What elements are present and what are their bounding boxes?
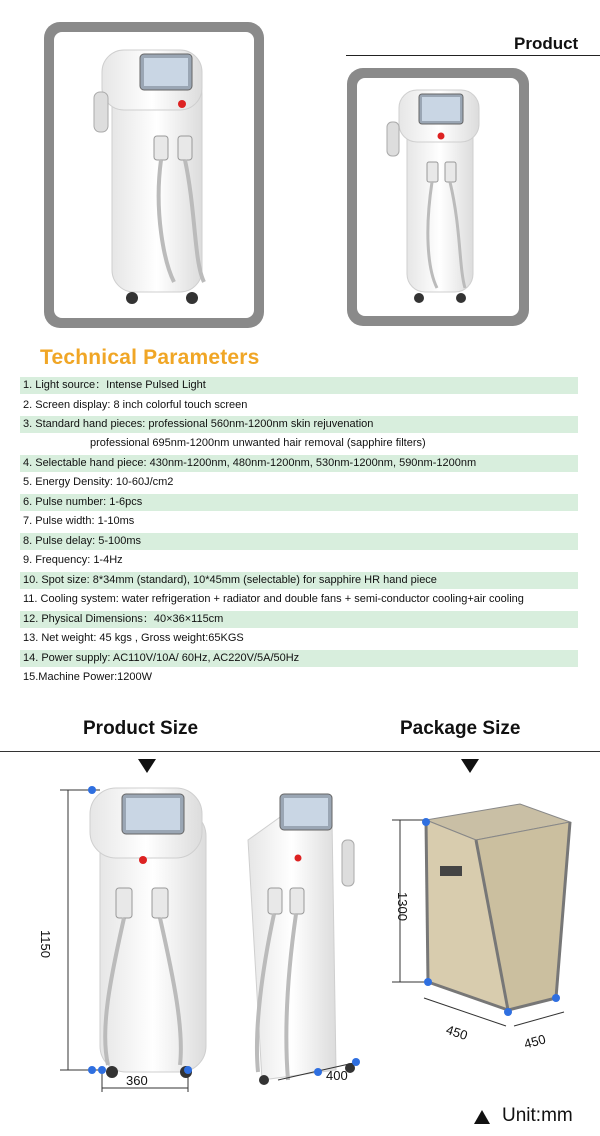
product-width-label: 360 (126, 1073, 148, 1088)
technical-parameters-title: Technical Parameters (40, 346, 260, 369)
up-triangle-icon (474, 1110, 490, 1124)
param-row: 1. Light source：Intense Pulsed Light (20, 377, 578, 394)
package-size-diagram (380, 800, 590, 1050)
product-height-label: 1150 (38, 930, 53, 958)
ipl-machine-image-angle (357, 78, 519, 316)
product-size-diagram (40, 780, 360, 1100)
param-row: 4. Selectable hand piece: 430nm-1200nm, 480nm-1200nm, 530nm-1200nm, 590nm-1200nm (20, 455, 578, 472)
param-row: 7. Pulse width: 1-10ms (23, 515, 135, 527)
param-row: 11. Cooling system: water refrigeration + radiator and double fans + semi-conductor cooling+air cooling (23, 593, 524, 605)
divider (346, 55, 600, 56)
param-row: 10. Spot size: 8*34mm (standard), 10*45mm (selectable) for sapphire HR hand piece (20, 572, 578, 589)
param-row: 2. Screen display: 8 inch colorful touch screen (23, 399, 248, 411)
product-size-title: Product Size (83, 718, 199, 739)
param-row: 13. Net weight: 45 kgs , Gross weight:65KGS (23, 632, 244, 644)
param-row: 12. Physical Dimensions：40×36×115cm (20, 611, 578, 628)
param-row: 5. Energy Density: 10-60J/cm2 (23, 476, 174, 488)
ipl-machine-image-front (54, 32, 254, 318)
down-triangle-icon (461, 759, 479, 773)
param-row: 6. Pulse number: 1-6pcs (20, 494, 578, 511)
divider (0, 751, 600, 752)
unit-label: Unit:mm (502, 1105, 573, 1126)
param-row: 15.Machine Power:1200W (23, 671, 153, 683)
product-depth-label: 400 (326, 1068, 348, 1083)
down-triangle-icon (138, 759, 156, 773)
param-row: 3. Standard hand pieces: professional 560nm-1200nm skin rejuvenation (20, 416, 578, 433)
param-row: 8. Pulse delay: 5-100ms (20, 533, 578, 550)
package-depth-label: 450 (522, 1031, 548, 1052)
param-row: 9. Frequency: 1-4Hz (23, 554, 123, 566)
product-photo-frame-small (347, 68, 529, 326)
param-row: 14. Power supply: AC110V/10A/ 60Hz, AC220V/5A/50Hz (20, 650, 578, 667)
param-row: professional 695nm-1200nm unwanted hair removal (sapphire filters) (90, 437, 426, 449)
package-width-label: 450 (444, 1022, 470, 1043)
package-height-label: 1300 (395, 892, 410, 921)
package-size-title: Package Size (400, 718, 521, 739)
product-heading: Product (514, 34, 579, 53)
product-photo-frame-large (44, 22, 264, 328)
